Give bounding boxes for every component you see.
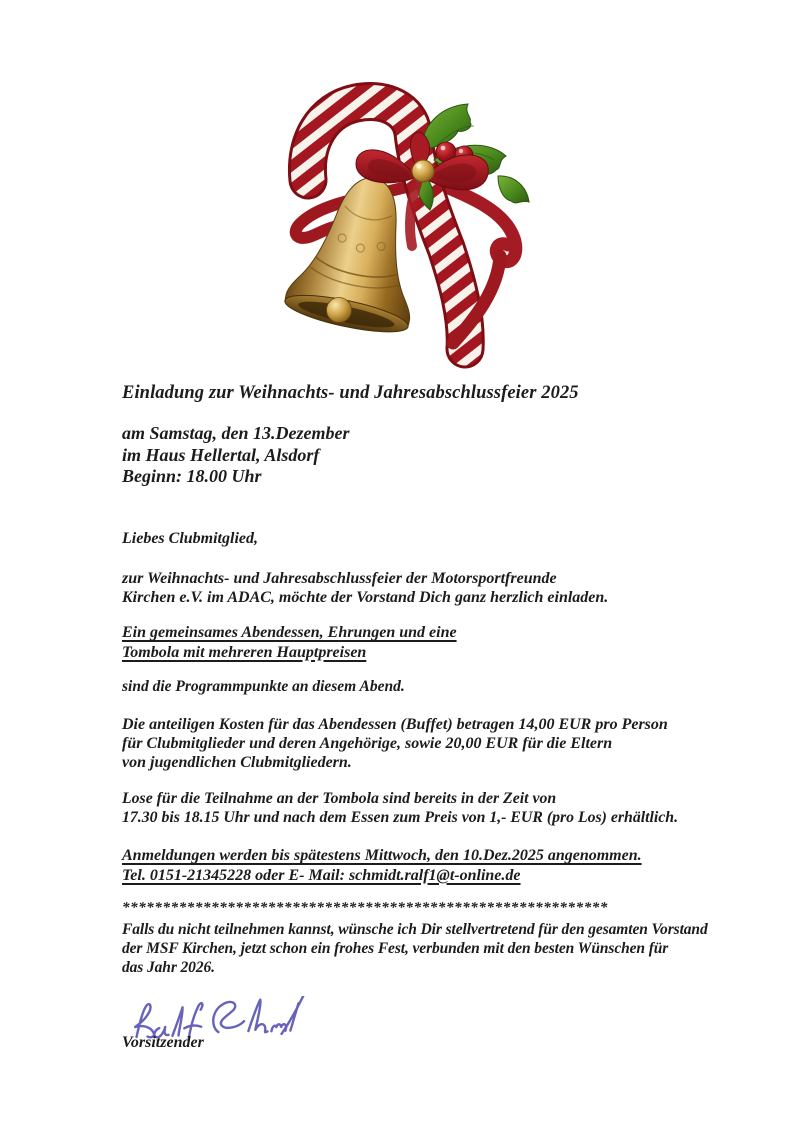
raffle-line: Lose für die Teilnahme an der Tombola sind bereits in der Zeit von bbox=[122, 790, 557, 807]
invitation-line: Kirchen e.V. im ADAC, möchte der Vorstand Dich ganz herzlich einladen. bbox=[122, 589, 609, 606]
event-location: im Haus Hellertal, Alsdorf bbox=[122, 444, 320, 465]
event-start-time: Beginn: 18.00 Uhr bbox=[122, 466, 262, 486]
costs-line: von jugendlichen Clubmitgliedern. bbox=[122, 753, 352, 771]
costs-line: Die anteiligen Kosten für das Abendessen (Buffet) betragen 14,00 EUR pro Person bbox=[122, 716, 668, 733]
raffle-line: 17.30 bis 18.15 Uhr und nach dem Essen zum Preis von 1,- EUR (pro Los) erhältlich. bbox=[122, 809, 679, 826]
asterisk-separator: ************************************************************ bbox=[122, 900, 608, 916]
registration-note bbox=[122, 846, 642, 885]
invitation-paragraph bbox=[122, 569, 608, 607]
christmas-illustration-svg bbox=[260, 70, 538, 370]
letter-title: Einladung zur Weihnachts- und Jahresabschlussfeier 2025 bbox=[122, 383, 579, 403]
closing-line: das Jahr 2026. bbox=[122, 959, 215, 976]
closing-line: Falls du nicht teilnehmen kannst, wünsche ich Dir stellvertretend für den gesamten Vorstand bbox=[122, 921, 708, 938]
closing-line: der MSF Kirchen, jetzt schon ein frohes Fest, verbunden mit den besten Wünschen für bbox=[122, 940, 669, 957]
program-highlight bbox=[122, 623, 457, 662]
raffle-paragraph bbox=[122, 789, 678, 827]
costs-line: für Clubmitglieder und deren Angehörige, sowie 20,00 EUR für die Eltern bbox=[122, 734, 613, 752]
bell-clapper-icon bbox=[327, 298, 352, 323]
invitation-line: zur Weihnachts- und Jahresabschlussfeier der Motorsportfreunde bbox=[122, 570, 557, 587]
program-note: sind die Programmpunkte an diesem Abend. bbox=[122, 678, 405, 695]
registration-deadline: Anmeldungen werden bis spätestens Mittwoch, den 10.Dez.2025 angenommen. bbox=[122, 847, 642, 864]
registration-contact: Tel. 0151-21345228 oder E- Mail: schmidt.ralf1@t-online.de bbox=[122, 866, 521, 884]
event-date: am Samstag, den 13.Dezember bbox=[122, 423, 350, 443]
costs-paragraph bbox=[122, 716, 668, 772]
program-highlight-line: Tombola mit mehreren Hauptpreisen bbox=[122, 643, 367, 661]
program-highlight-line: Ein gemeinsames Abendessen, Ehrungen und eine bbox=[122, 624, 457, 641]
closing-paragraph bbox=[122, 920, 708, 977]
salutation: Liebes Clubmitglied, bbox=[122, 530, 258, 547]
signer-role: Vorsitzender bbox=[122, 1034, 204, 1051]
event-details bbox=[122, 423, 350, 488]
christmas-illustration bbox=[260, 70, 538, 370]
